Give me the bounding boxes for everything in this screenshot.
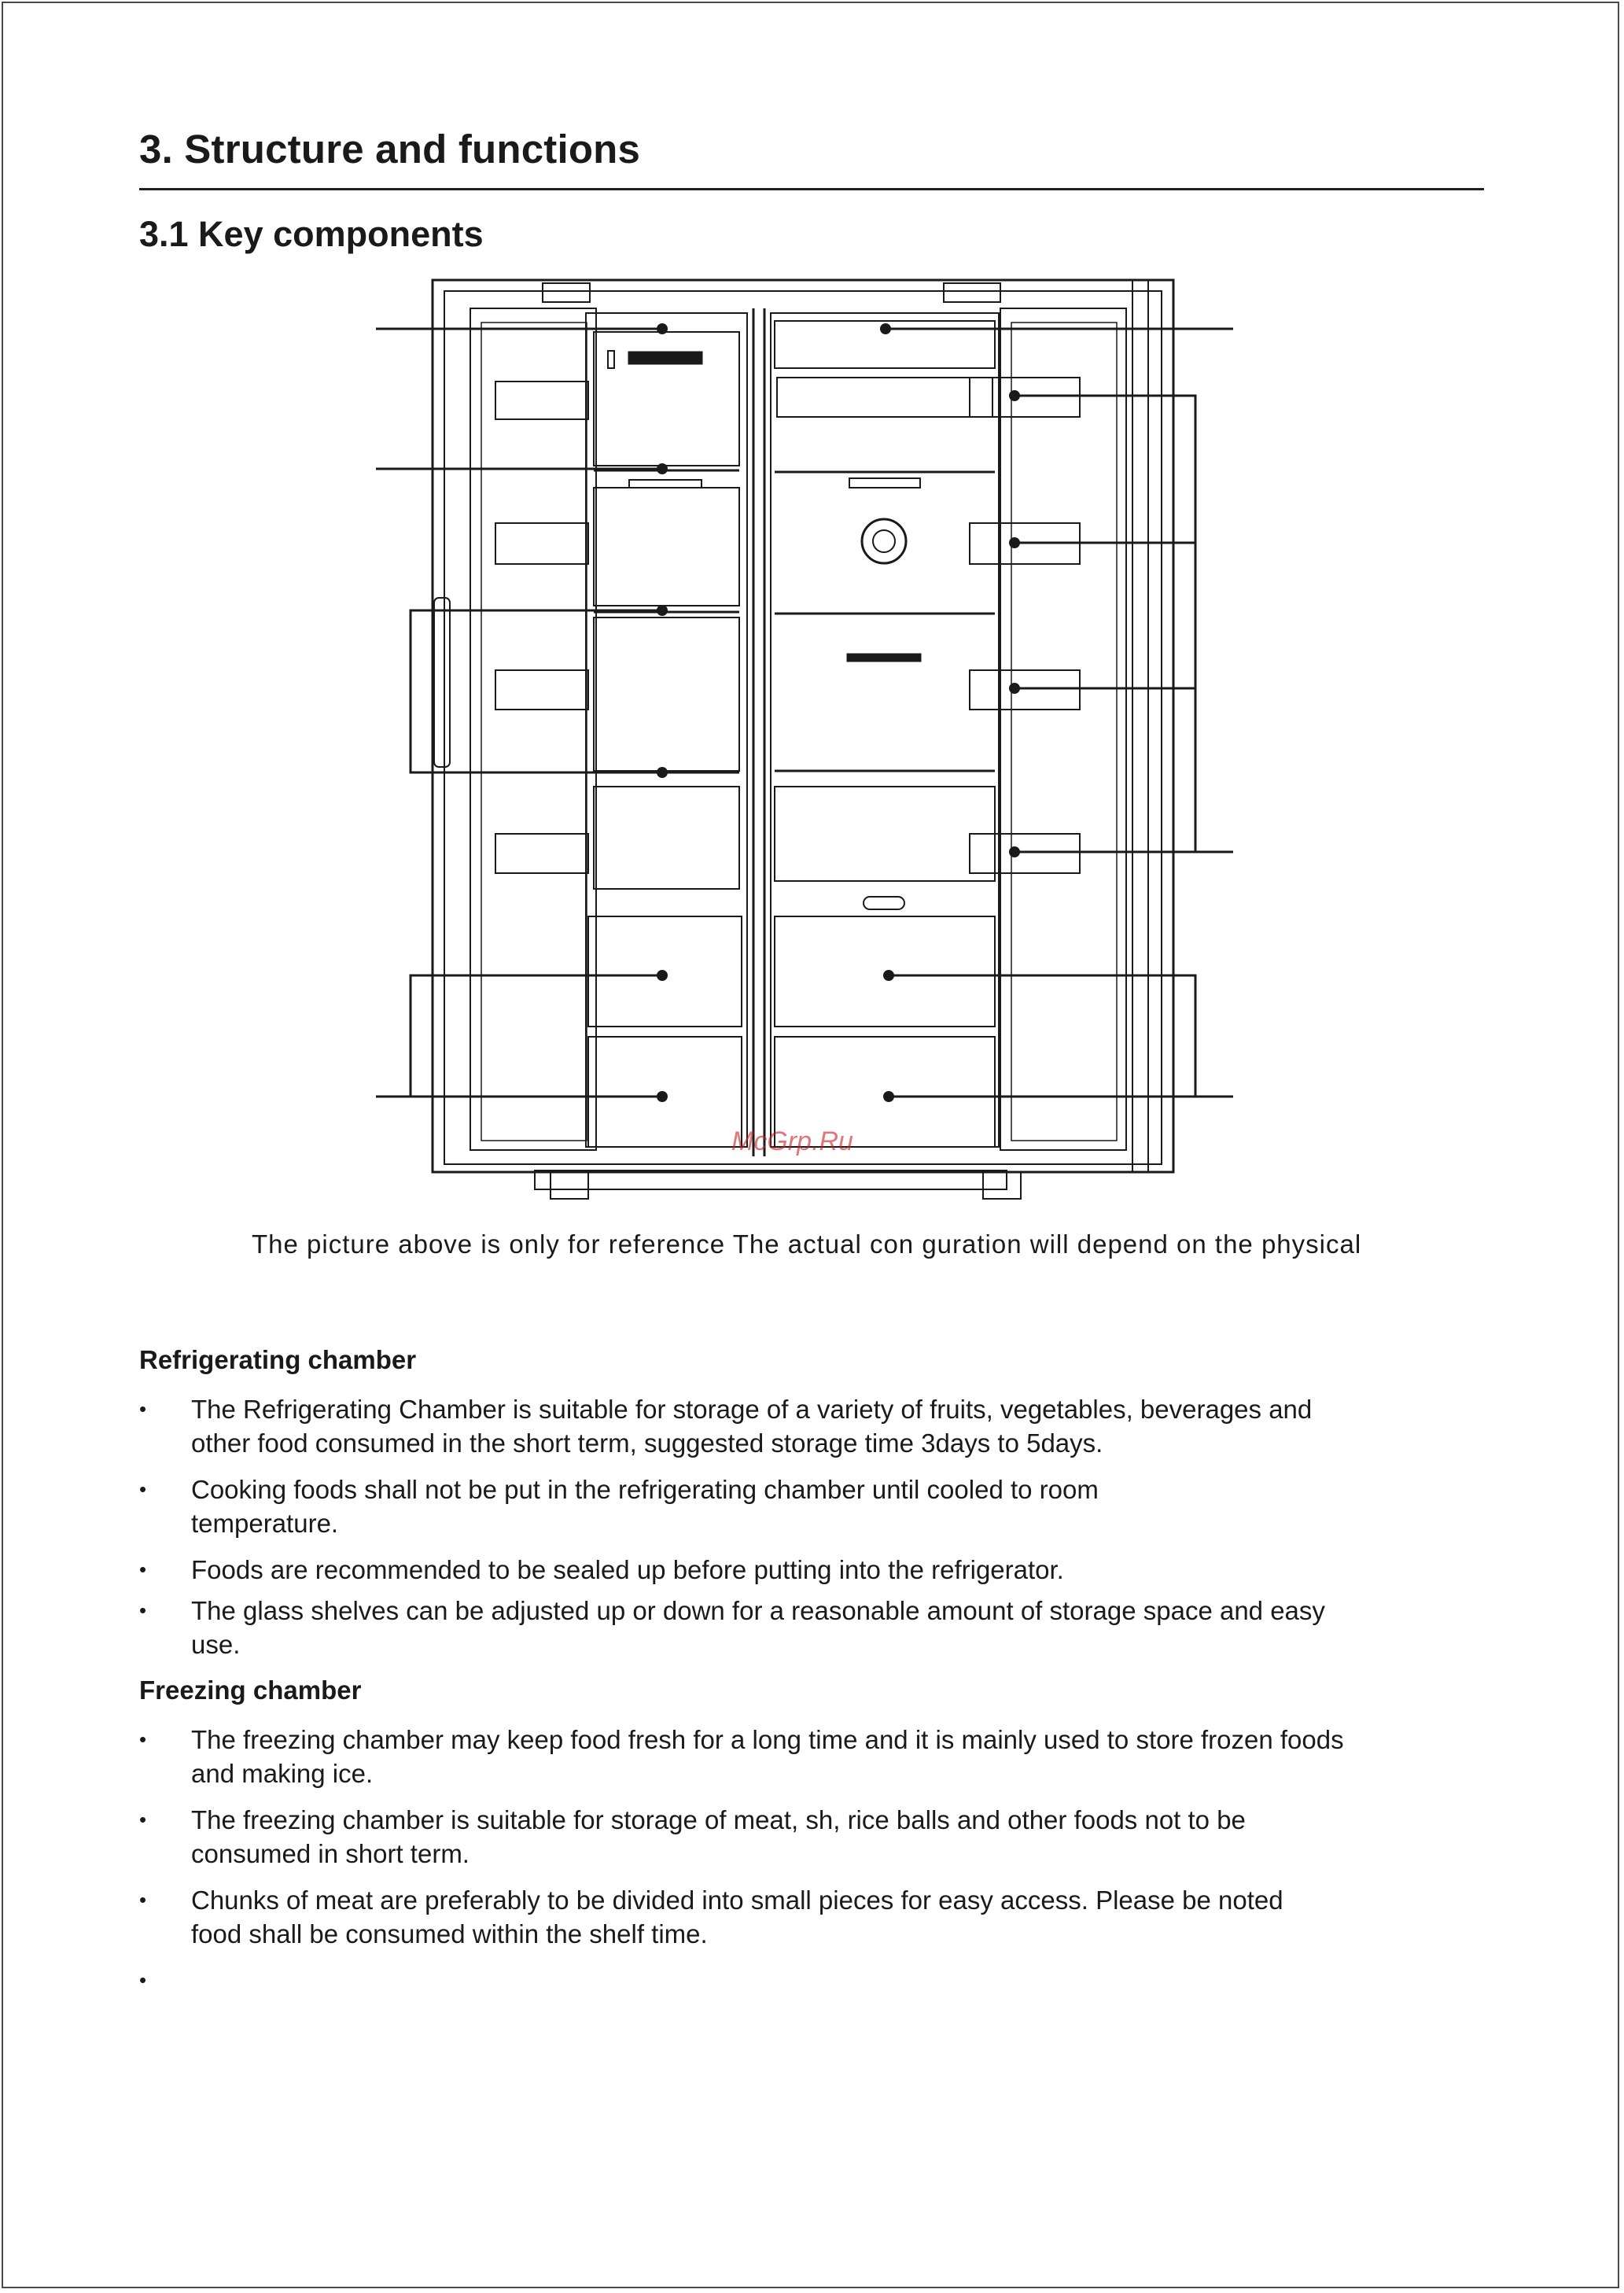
bullet-icon: • [139, 1968, 147, 1992]
right-bin-3 [970, 670, 1080, 710]
callout-dot [657, 767, 668, 778]
fridge-fan-outer [862, 519, 906, 563]
left-foot [551, 1172, 588, 1199]
callout-dot [1009, 846, 1020, 857]
callout-dot [657, 463, 668, 474]
fridge-vent [848, 654, 920, 661]
fridge-fan-inner [873, 530, 895, 552]
callout-dot [880, 323, 891, 334]
right-bin-1 [970, 378, 1080, 417]
cabinet-outline [433, 280, 1173, 1172]
section-title: 3. Structure and functions [139, 127, 641, 171]
freezing-heading: Freezing chamber [139, 1676, 362, 1705]
left-hinge [543, 283, 590, 302]
ice-maker-slot [629, 352, 702, 363]
freezer-drawer-b [594, 617, 739, 771]
fridge-drawer-a [775, 916, 995, 1027]
right-hinge [944, 283, 1000, 302]
cabinet-inner-outline [444, 291, 1162, 1164]
callout-dot [1009, 683, 1020, 694]
right-bin-4 [970, 834, 1080, 873]
fridge-compartment [771, 313, 999, 1147]
list-item: • The freezing chamber may keep food fresh for a long time and it is mainly used to store frozen foods and making ice. [139, 1723, 1366, 1790]
list-item: • Foods are recommended to be sealed up before putting into the refrigerator. [139, 1553, 1366, 1587]
refrigerating-heading: Refrigerating chamber [139, 1345, 417, 1374]
bullet-icon: • [139, 1727, 147, 1751]
bullet-icon: • [139, 1808, 147, 1831]
left-bin-2 [495, 523, 588, 564]
list-item: • Chunks of meat are preferably to be divided into small pieces for easy access. Please be noted food shall be consumed within the shelf time. [139, 1883, 1366, 1951]
callout-dot [1009, 537, 1020, 548]
list-item: • The glass shelves can be adjusted up or down for a reasonable amount of storage space and easy use. [139, 1594, 1366, 1661]
left-bin-1 [495, 382, 588, 419]
left-bin-4 [495, 834, 588, 873]
callout-dot [883, 970, 894, 981]
callout-dot [883, 1091, 894, 1102]
list-item: • The Refrigerating Chamber is suitable for storage of a variety of fruits, vegetables, beverages and other food consumed in the short term, suggested storage time 3days to 5days. [139, 1392, 1366, 1460]
left-door [470, 308, 596, 1150]
callout-dot [657, 1091, 668, 1102]
callout-dot [657, 323, 668, 334]
leader-right-bracket [1015, 396, 1195, 852]
bullet-icon: • [139, 1477, 147, 1501]
bullet-icon: • [139, 1598, 147, 1622]
left-bin-3 [495, 670, 588, 710]
fridge-control [864, 897, 904, 909]
freezer-drawer-a [594, 488, 739, 606]
bullet-icon: • [139, 1397, 147, 1421]
right-door [1000, 308, 1126, 1150]
right-foot [983, 1172, 1021, 1199]
door-handle [434, 598, 450, 767]
callout-dot [1009, 390, 1020, 401]
bullet-icon: • [139, 1888, 147, 1911]
bullet-icon: • [139, 1558, 147, 1581]
figure-caption: The picture above is only for reference The actual con guration will depend on the physical [252, 1229, 1362, 1259]
callout-dot [657, 605, 668, 616]
callout-dot [657, 970, 668, 981]
freezer-box-c [594, 787, 739, 889]
watermark: McGrp.Ru [731, 1126, 853, 1156]
bottom-plinth [535, 1170, 1007, 1189]
leader-left-bracket-a [411, 610, 662, 772]
list-item: • Cooking foods shall not be put in the refrigerating chamber until cooled to room temperature. [139, 1473, 1366, 1540]
list-item: • The freezing chamber is suitable for storage of meat, sh, rice balls and other foods not to be consumed in short term. [139, 1803, 1366, 1871]
freezer-compartment [586, 313, 747, 1147]
subsection-title: 3.1 Key components [139, 214, 484, 254]
